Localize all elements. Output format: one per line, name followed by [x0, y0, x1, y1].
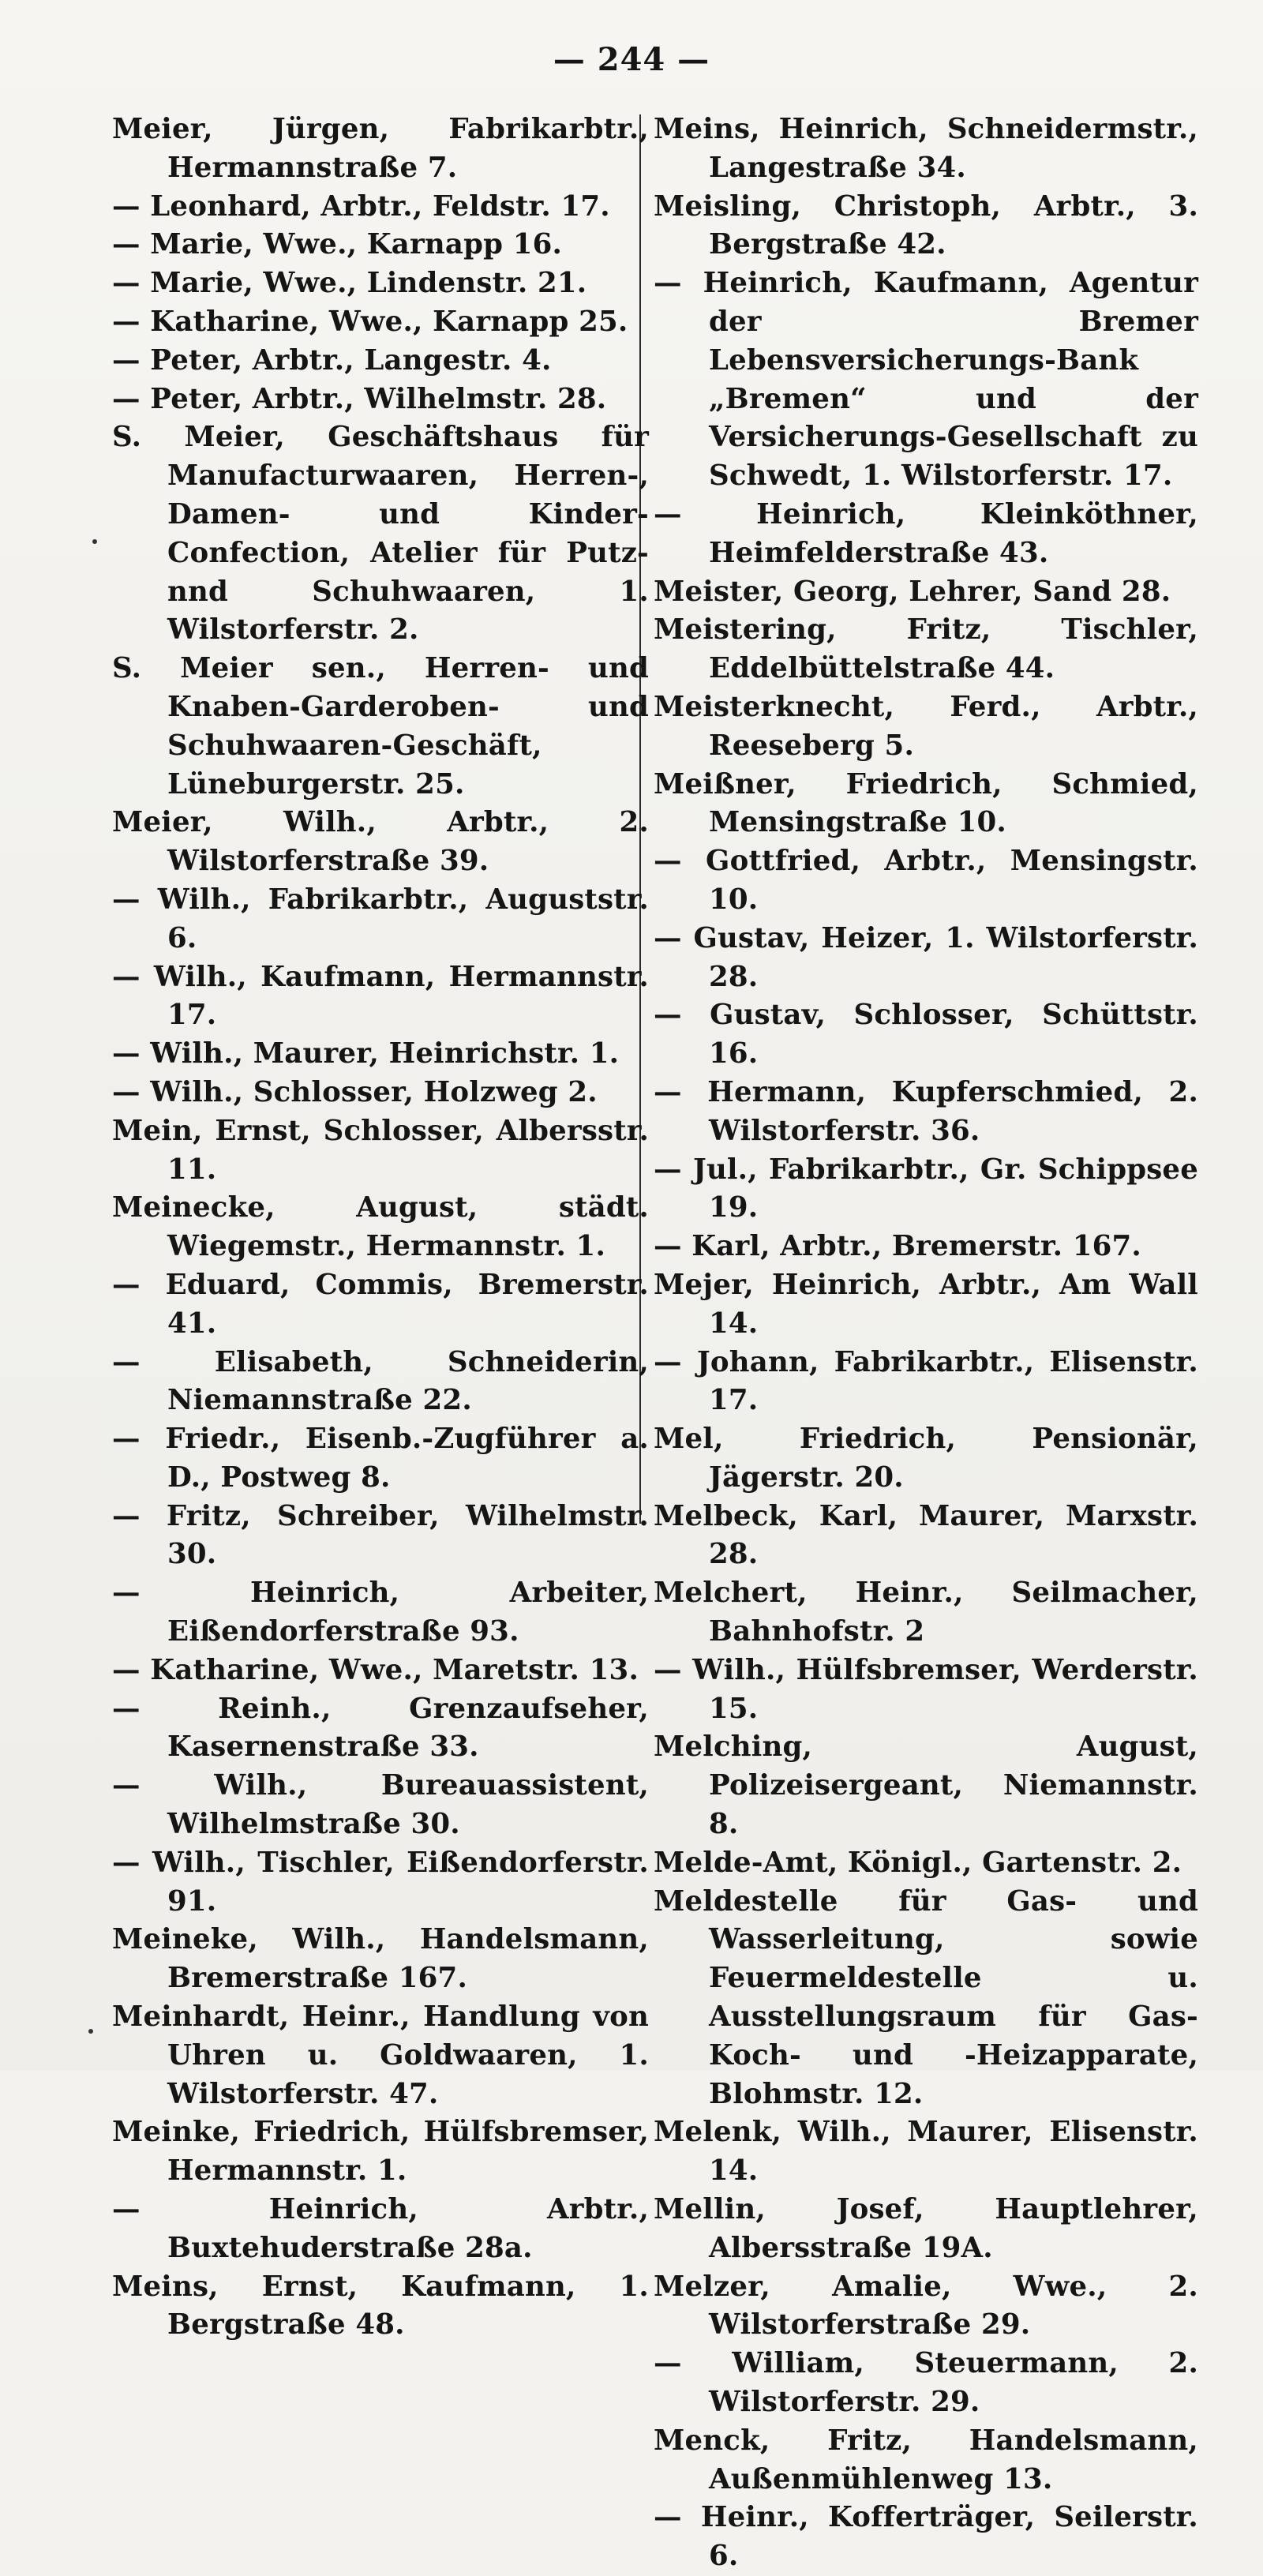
directory-entry: Meisterknecht, Ferd., Arbtr., Reeseberg 5.	[654, 690, 1198, 762]
directory-entry: — Elisabeth, Schneiderin, Niemannstraße 22.	[112, 1345, 649, 1417]
directory-entry: Meins, Ernst, Kaufmann, 1. Bergstraße 48.	[112, 2270, 649, 2342]
directory-entry: — Fritz, Schreiber, Wilhelmstr. 30.	[112, 1499, 649, 1571]
ink-speck	[92, 539, 97, 544]
directory-entry: Mel, Friedrich, Pensionär, Jägerstr. 20.	[654, 1423, 1198, 1494]
directory-entry: — Wilh., Maurer, Heinrichstr. 1.	[112, 1037, 620, 1071]
directory-entry: Melching, August, Polizeisergeant, Niemannstr. 8.	[654, 1730, 1198, 1841]
directory-entry: Meldestelle für Gas- und Wasserleitung, sowie Feuermeldestelle u. Ausstellungsraum für Gas-Koch- und -Heizapparate, Blohmstr. 12.	[654, 1884, 1198, 2110]
directory-entry: — Heinr., Kofferträger, Seilerstr. 6.	[654, 2501, 1198, 2573]
directory-entry: Meinhardt, Heinr., Handlung von Uhren u. Goldwaaren, 1. Wilstorferstr. 47.	[112, 2000, 649, 2110]
directory-entry: — Gustav, Heizer, 1. Wilstorferstr. 28.	[654, 921, 1198, 993]
directory-entry: Melbeck, Karl, Maurer, Marxstr. 28.	[654, 1499, 1198, 1571]
directory-entry: Menck, Fritz, Handelsmann, Außenmühlenweg 13.	[654, 2424, 1198, 2495]
directory-entry: — Friedr., Eisenb.-Zugführer a. D., Postweg 8.	[112, 1423, 649, 1494]
directory-entry: Meins, Heinrich, Schneidermstr., Langestraße 34.	[654, 113, 1198, 184]
left-column	[112, 111, 649, 2345]
directory-entry: — Marie, Wwe., Lindenstr. 21.	[112, 267, 587, 300]
directory-entry: Meistering, Fritz, Tischler, Eddelbüttelstraße 44.	[654, 613, 1198, 685]
directory-entry: — Wilh., Hülfsbremser, Werderstr. 15.	[654, 1653, 1198, 1725]
directory-entry: — Katharine, Wwe., Maretstr. 13.	[112, 1653, 639, 1686]
directory-entry: — Gustav, Schlosser, Schüttstr. 16.	[654, 999, 1198, 1071]
directory-entry: — Wilh., Schlosser, Holzweg 2.	[112, 1075, 598, 1108]
directory-entry: — Eduard, Commis, Bremerstr. 41.	[112, 1268, 649, 1340]
directory-entry: — Wilh., Fabrikarbtr., Auguststr. 6.	[112, 883, 649, 954]
directory-entry: Mellin, Josef, Hauptlehrer, Albersstraße 19A.	[654, 2193, 1198, 2264]
directory-entry: Meier, Jürgen, Fabrikarbtr., Hermannstraße 7.	[112, 113, 649, 184]
directory-entry: — Wilh., Tischler, Eißendorferstr. 91.	[112, 1846, 649, 1918]
right-column	[654, 111, 1198, 2576]
directory-entry: Melenk, Wilh., Maurer, Elisenstr. 14.	[654, 2116, 1198, 2188]
directory-entry: — Jul., Fabrikarbtr., Gr. Schippsee 19.	[654, 1153, 1198, 1224]
directory-entry: — Heinrich, Kaufmann, Agentur der Bremer Lebensversicherungs-Bank „Bremen“ und der Versicherungs-Gesellschaft zu Schwedt, 1. Wilstorferstr. 17.	[654, 267, 1198, 493]
directory-entry: — Marie, Wwe., Karnapp 16.	[112, 228, 563, 261]
directory-entry: — Peter, Arbtr., Langestr. 4.	[112, 343, 552, 377]
directory-entry: S. Meier sen., Herren- und Knaben-Garderoben- und Schuhwaaren-Geschäft, Lüneburgerstr. 25.	[112, 652, 649, 801]
directory-entry: — Peter, Arbtr., Wilhelmstr. 28.	[112, 382, 607, 415]
directory-entry: — Wilh., Bureauassistent, Wilhelmstraße 30.	[112, 1769, 649, 1841]
directory-entry: Meinecke, August, städt. Wiegemstr., Hermannstr. 1.	[112, 1191, 649, 1263]
directory-entry: — Gottfried, Arbtr., Mensingstr. 10.	[654, 845, 1198, 916]
directory-entry: — Johann, Fabrikarbtr., Elisenstr. 17.	[654, 1345, 1198, 1417]
directory-entry: Meineke, Wilh., Handelsmann, Bremerstraße 167.	[112, 1923, 649, 1995]
directory-entry: Melchert, Heinr., Seilmacher, Bahnhofstr. 2	[654, 1577, 1198, 1648]
directory-entry: — Hermann, Kupferschmied, 2. Wilstorferstr. 36.	[654, 1075, 1198, 1147]
directory-entry: — Katharine, Wwe., Karnapp 25.	[112, 305, 628, 338]
directory-entry: Meister, Georg, Lehrer, Sand 28.	[654, 575, 1171, 608]
directory-entry: — William, Steuermann, 2. Wilstorferstr. 29.	[654, 2347, 1198, 2419]
directory-entry: Melde-Amt, Königl., Gartenstr. 2.	[654, 1846, 1182, 1879]
page-number: — 244 —	[553, 41, 710, 78]
directory-entry: Meinke, Friedrich, Hülfsbremser, Hermannstr. 1.	[112, 2116, 649, 2188]
directory-entry: Meier, Wilh., Arbtr., 2. Wilstorferstraße 39.	[112, 806, 649, 878]
directory-entry: — Reinh., Grenzaufseher, Kasernenstraße 33.	[112, 1692, 649, 1764]
directory-entry: Melzer, Amalie, Wwe., 2. Wilstorferstraße 29.	[654, 2270, 1198, 2342]
directory-entry: Mein, Ernst, Schlosser, Albersstr. 11.	[112, 1114, 649, 1186]
directory-entry: — Wilh., Kaufmann, Hermannstr. 17.	[112, 960, 649, 1032]
directory-entry: — Heinrich, Kleinköthner, Heimfelderstraße 43.	[654, 497, 1198, 569]
directory-entry: — Leonhard, Arbtr., Feldstr. 17.	[112, 189, 610, 223]
directory-entry: — Heinrich, Arbeiter, Eißendorferstraße 93.	[112, 1577, 649, 1648]
directory-entry: — Heinrich, Arbtr., Buxtehuderstraße 28a.	[112, 2193, 649, 2264]
directory-entry: Mejer, Heinrich, Arbtr., Am Wall 14.	[654, 1268, 1198, 1340]
directory-entry: Meißner, Friedrich, Schmied, Mensingstraße 10.	[654, 767, 1198, 839]
ink-speck	[88, 2029, 93, 2034]
directory-entry: — Karl, Arbtr., Bremerstr. 167.	[654, 1230, 1141, 1263]
directory-entry: Meisling, Christoph, Arbtr., 3. Bergstraße 42.	[654, 189, 1198, 261]
directory-entry: S. Meier, Geschäftshaus für Manufacturwaaren, Herren-, Damen- und Kinder-Confection, Atelier für Putz- nnd Schuhwaaren, 1. Wilstorferstr. 2.	[112, 421, 649, 647]
